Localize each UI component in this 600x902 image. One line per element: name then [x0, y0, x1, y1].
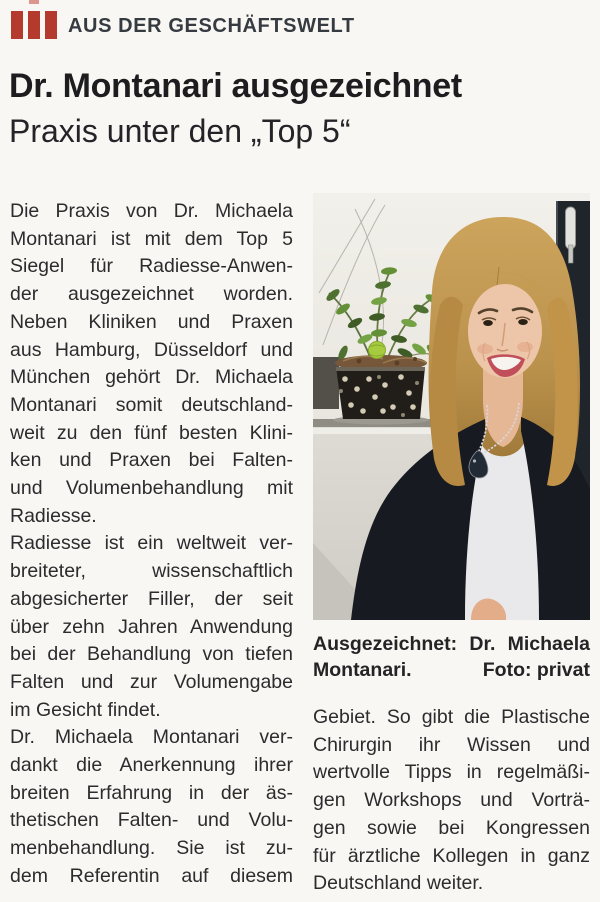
text-line: dankt die Anerkennung ihrer	[10, 754, 293, 777]
text-line: im Gesicht findet.	[10, 698, 161, 721]
caption-credit: Foto: privat	[482, 658, 590, 681]
text-line: abgesicherter Filler, der seit	[10, 587, 293, 610]
text-line: Falten und zur Volumengabe	[10, 670, 293, 693]
text-line: Neben Kliniken und Praxen	[10, 310, 293, 333]
text-line: Gebiet. So gibt die Plastische	[313, 706, 590, 728]
text-line: über zehn Jahren Anwendung	[10, 615, 293, 638]
red-bar	[45, 11, 57, 39]
section-header	[11, 11, 355, 39]
red-bar	[28, 11, 40, 39]
text-line: thetischen Falten- und Volu-	[10, 809, 293, 832]
text-line: aus Hamburg, Düsseldorf und	[10, 338, 293, 361]
text-line: Die Praxis von Dr. Michaela	[10, 200, 293, 222]
article-title: Dr. Montanari ausgezeichnet	[9, 67, 462, 105]
section-kicker: AUS DER GESCHÄFTSWELT	[68, 15, 355, 37]
text-line: weit zu den fünf besten Klini-	[10, 421, 293, 444]
text-line: ken und Praxen bei Falten-	[10, 449, 293, 472]
portrait-photo-art	[313, 193, 590, 620]
text-line: wertvolle Tipps in regelmäßi-	[313, 761, 590, 784]
caption-name: Montanari.	[313, 658, 412, 681]
text-line: Siegel für Radiesse-Anwen-	[10, 255, 293, 278]
text-line: München gehört Dr. Michaela	[10, 366, 293, 389]
right-column	[313, 704, 590, 898]
red-bar	[11, 11, 23, 39]
text-line: und Volumenbehandlung mit	[10, 477, 293, 500]
text-line: breiten Erfahrung in der äs-	[10, 781, 293, 804]
text-line: menbehandlung. Sie ist zu-	[10, 837, 293, 860]
text-line: Montanari somit deutschland-	[10, 393, 293, 416]
portrait-photo	[313, 193, 590, 620]
text-line: Chirurgin ihr Wissen und	[313, 733, 590, 756]
section-marker-icon	[11, 11, 57, 39]
caption-line1: Ausgezeichnet: Dr. Michaela	[313, 633, 590, 655]
text-line: gen sowie bei Kongressen	[313, 816, 590, 839]
text-line: Deutschland weiter.	[313, 872, 484, 895]
scan-artifact	[29, 0, 39, 4]
text-line: der ausgezeichnet worden.	[10, 283, 293, 306]
article-subtitle: Praxis unter den „Top 5“	[9, 113, 351, 149]
text-line: gen Workshops und Vorträ-	[313, 789, 590, 812]
text-line: breiteter, wissenschaftlich	[10, 560, 293, 583]
text-line: Radiesse.	[10, 504, 97, 527]
text-line: bei der Behandlung von tiefen	[10, 643, 293, 666]
photo-caption	[313, 632, 590, 683]
flower-pot	[333, 367, 429, 425]
text-line: für ärztliche Kollegen in ganz	[313, 844, 590, 867]
text-line: Montanari ist mit dem Top 5	[10, 227, 293, 250]
left-column	[10, 198, 293, 891]
text-line: Dr. Michaela Montanari ver-	[10, 726, 293, 749]
text-line: dem Referentin auf diesem	[10, 864, 293, 887]
caption-line2	[313, 658, 590, 684]
text-line: Radiesse ist ein weltweit ver-	[10, 532, 293, 555]
background-ledge	[313, 357, 339, 409]
